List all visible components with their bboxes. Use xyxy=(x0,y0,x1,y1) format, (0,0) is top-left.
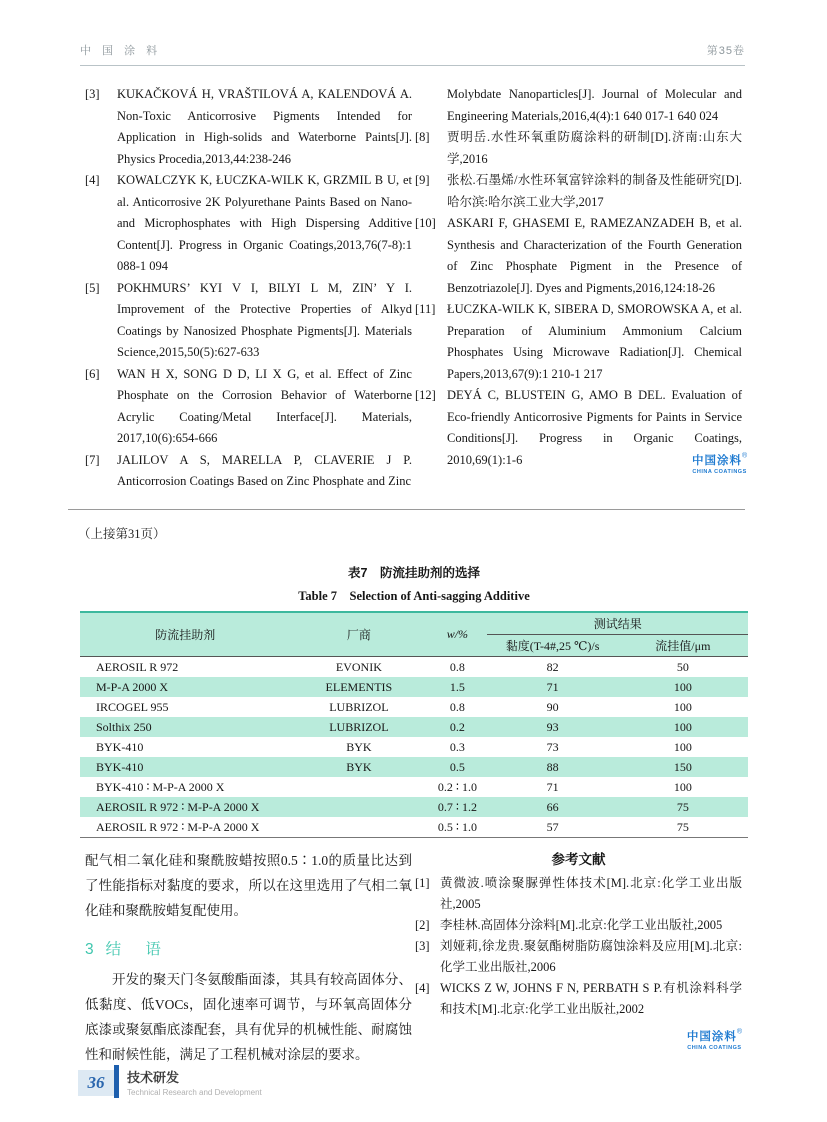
cell-viscosity: 57 xyxy=(546,819,559,834)
reference-text: 贾明岳.水性环氧重防腐涂料的研制[D].济南:山东大学,2016 xyxy=(447,130,742,166)
cell-sag: 75 xyxy=(676,819,689,834)
cell-viscosity: 82 xyxy=(546,659,559,674)
reference-item xyxy=(415,978,742,1020)
cell-additive: M-P-A 2000 X xyxy=(80,677,290,697)
footer-section-en: Technical Research and Development xyxy=(127,1088,262,1097)
reference-text: 李桂林.高固体分涂料[M].北京:化学工业出版社,2005 xyxy=(440,918,723,932)
section-divider xyxy=(68,509,745,510)
cell-vendor: ELEMENTIS xyxy=(290,677,427,697)
anti-sagging-additive-table xyxy=(80,611,748,838)
reference-number: [5] xyxy=(85,280,100,295)
cell-sag: 100 xyxy=(618,717,748,737)
references-top-section xyxy=(85,84,742,493)
reference-item xyxy=(85,450,412,493)
china-coatings-logo xyxy=(692,452,747,476)
column-header-sag-value: 流挂值/μm xyxy=(618,635,748,657)
reference-text: WAN H X, SONG D D, LI X G, et al. Effect of Zinc Phosphate on the Corrosion Behavior of Waterborne Acrylic Coating/Metal Interface[J]. Materials, 2017,10(6):654-666 xyxy=(117,366,412,445)
column-header-vendor: 厂商 xyxy=(290,612,427,657)
cell-sag: 100 xyxy=(618,677,748,697)
body-right-column xyxy=(415,848,742,1067)
reference-text: ŁUCZKA-WILK K, SIBERA D, SMOROWSKA A, et al. Preparation of Aluminium Ammonium Calcium Phosphates Using Microwave Radiation[J]. Chemical Papers,2013,67(9):1 210-1 217 xyxy=(447,302,742,381)
cell-additive: AEROSIL R 972 ∶ M-P-A 2000 X xyxy=(96,819,260,834)
reference-number: [7] xyxy=(85,452,100,467)
reference-number: [1] xyxy=(415,876,430,890)
table-title-en: Table 7 Selection of Anti-sagging Additive xyxy=(298,589,530,603)
logo-en-text: CHINA COATINGS xyxy=(687,1045,742,1051)
reference-text: JALILOV A S, MARELLA P, CLAVERIE J P. Anticorrosion Coatings Based on Zinc Phosphate and Zinc xyxy=(117,452,412,488)
reference-text: 黄微波.喷涂聚脲弹性体技术[M].北京:化学工业出版社,2005 xyxy=(440,876,742,911)
table-block xyxy=(80,563,748,838)
cell-additive: AEROSIL R 972 ∶ M-P-A 2000 X xyxy=(80,797,290,817)
reference-number: [3] xyxy=(415,939,430,953)
table-row xyxy=(80,657,748,678)
cell-additive: AEROSIL R 972 xyxy=(96,659,179,674)
registered-mark-icon: ® xyxy=(736,1028,742,1036)
cell-w: 0.8 xyxy=(449,659,465,674)
cell-w: 0.5 xyxy=(427,757,487,777)
footer-section-cn: 技术研发 xyxy=(127,1070,180,1085)
cell-vendor: BYK xyxy=(290,757,427,777)
reference-item xyxy=(415,299,742,385)
table-row xyxy=(80,817,748,838)
cell-w: 0.8 xyxy=(449,699,465,714)
china-coatings-logo xyxy=(687,1028,742,1052)
running-head xyxy=(80,42,745,66)
reference-continuation xyxy=(415,84,742,127)
reference-number: [12] xyxy=(415,388,436,402)
cell-vendor: BYK xyxy=(346,739,372,754)
column-header-w: w/% xyxy=(427,612,487,657)
references-right-column xyxy=(415,84,742,493)
reference-item xyxy=(415,915,742,936)
references-left-column xyxy=(85,84,412,493)
page-number: 36 xyxy=(78,1070,114,1096)
cell-vendor: LUBRIZOL xyxy=(290,717,427,737)
reference-text: Molybdate Nanoparticles[J]. Journal of Molecular and Engineering Materials,2016,4(4):1 640 017-1 640 024 xyxy=(447,87,742,123)
cell-vendor: EVONIK xyxy=(335,659,382,674)
cell-vendor xyxy=(290,817,427,838)
reference-number: [8] xyxy=(415,130,430,144)
reference-item xyxy=(85,364,412,450)
cell-w: 0.7 ∶ 1.2 xyxy=(427,797,487,817)
table-title-cn: 表7 防流挂助剂的选择 xyxy=(348,566,480,580)
section-number: 3 xyxy=(85,941,94,958)
logo-en-text: CHINA COATINGS xyxy=(692,469,747,475)
reference-item xyxy=(85,278,412,364)
reference-text: ASKARI F, GHASEMI E, RAMEZANZADEH B, et al. Synthesis and Characterization of the Fourth Generation of Zinc Phosphate Pigment in the Presence of Benzotriazole[J]. Dyes and Pigments,2016,124:18-26 xyxy=(447,216,742,295)
table-row xyxy=(80,717,748,737)
section-title: 结 语 xyxy=(105,941,171,958)
reference-number: [6] xyxy=(85,366,100,381)
continuation-note: （上接第31页） xyxy=(78,527,166,541)
reference-text: 刘娅莉,徐龙贵.聚氨酯树脂防腐蚀涂料及应用[M].北京:化学工业出版社,2006 xyxy=(440,939,742,974)
reference-item xyxy=(85,170,412,278)
reference-item xyxy=(415,127,742,170)
table-row xyxy=(80,737,748,757)
reference-item xyxy=(415,170,742,213)
logo-cn-text: 中国涂料 xyxy=(686,1031,737,1043)
conclusion-paragraph: 开发的聚天门冬氨酸酯面漆，其具有较高固体分、低黏度、低VOCs，固化速率可调节，与环氧高固体分底漆或聚氨酯底漆配套，具有优异的机械性能、耐腐蚀性和耐候性能，满足了工程机械对涂层的要求。 xyxy=(85,972,412,1062)
references-heading: 参考文献 xyxy=(551,852,606,867)
cell-w: 1.5 xyxy=(427,677,487,697)
reference-item xyxy=(415,213,742,299)
body-left-column xyxy=(85,848,412,1067)
cell-additive: Solthix 250 xyxy=(80,717,290,737)
cell-vendor xyxy=(290,797,427,817)
reference-text: KOWALCZYK K, ŁUCZKA-WILK K, GRZMIL B U, et al. Anticorrosive 2K Polyurethane Paints Based on Nano- and Microphosphates with High Dispersing Additive Content[J]. Progress in Organic Coatings,2013,76(7-8):1 088-1 094 xyxy=(117,173,412,273)
cell-sag: 100 xyxy=(673,779,692,794)
cell-vendor xyxy=(290,777,427,797)
reference-text: POKHMURS’ KYI V I, BILYI L M, ZIN’ Y I. Improvement of the Protective Properties of Alkyd Coatings by Nanosized Phosphate Pigments[J]. Materials Science,2015,50(5):627-633 xyxy=(117,280,412,359)
footer-bar xyxy=(114,1065,119,1098)
table-row xyxy=(80,697,748,717)
cell-sag: 100 xyxy=(673,739,692,754)
table-row xyxy=(80,797,748,817)
cell-w: 0.2 xyxy=(427,717,487,737)
cell-viscosity: 71 xyxy=(546,779,559,794)
cell-viscosity: 90 xyxy=(546,699,559,714)
registered-mark-icon: ® xyxy=(742,452,748,460)
reference-item xyxy=(415,936,742,978)
reference-item xyxy=(85,84,412,170)
cell-w: 0.3 xyxy=(449,739,465,754)
cell-additive: BYK-410 ∶ M-P-A 2000 X xyxy=(96,779,225,794)
cell-additive: IRCOGEL 955 xyxy=(96,699,169,714)
cell-additive: BYK-410 xyxy=(96,739,144,754)
cell-vendor: LUBRIZOL xyxy=(329,699,389,714)
body-section xyxy=(85,848,742,1067)
table-row xyxy=(80,777,748,797)
cell-w: 0.5 ∶ 1.0 xyxy=(437,819,477,834)
reference-number: [2] xyxy=(415,918,430,932)
logo-row xyxy=(415,1028,742,1054)
cell-additive: BYK-410 xyxy=(80,757,290,777)
reference-text: DEYÁ C, BLUSTEIN G, AMO B DEL. Evaluation of Eco-friendly Anticorrosive Pigments for Paints in Service Conditions[J]. Progress in Organic Coatings, 2010,69(1):1-6 xyxy=(447,388,742,467)
page-footer xyxy=(78,1064,262,1098)
cell-sag: 75 xyxy=(618,797,748,817)
section-heading xyxy=(85,937,412,959)
cell-viscosity: 93 xyxy=(487,717,617,737)
cell-viscosity: 66 xyxy=(487,797,617,817)
table-row xyxy=(80,677,748,697)
reference-text: KUKAČKOVÁ H, VRAŠTILOVÁ A, KALENDOVÁ A. Non-Toxic Anticorrosive Pigments Intended for Application in High-solids and Waterborne Paints[J]. Physics Procedia,2013,44:238-246 xyxy=(117,87,412,166)
reference-number: [3] xyxy=(85,87,100,101)
cell-viscosity: 71 xyxy=(487,677,617,697)
cell-w: 0.2 ∶ 1.0 xyxy=(437,779,477,794)
reference-number: [9] xyxy=(415,173,430,187)
body-paragraph: 配气相二氧化硅和聚酰胺蜡按照0.5∶1.0的质量比达到了性能指标对黏度的要求，所以在这里选用了气相二氧化硅和聚酰胺蜡复配使用。 xyxy=(85,853,412,918)
column-header-additive: 防流挂助剂 xyxy=(80,612,290,657)
logo-cn-text: 中国涂料 xyxy=(692,455,742,467)
reference-number: [4] xyxy=(415,981,430,995)
footer-labels xyxy=(127,1067,262,1097)
reference-item xyxy=(415,873,742,915)
cell-sag: 50 xyxy=(676,659,689,674)
cell-sag: 150 xyxy=(618,757,748,777)
cell-viscosity: 88 xyxy=(487,757,617,777)
journal-name: 中 国 涂 料 xyxy=(80,45,162,57)
reference-number: [11] xyxy=(415,302,436,316)
cell-viscosity: 73 xyxy=(546,739,559,754)
column-header-viscosity: 黏度(T-4#,25 ℃)/s xyxy=(487,635,617,657)
column-header-test-results: 测试结果 xyxy=(487,612,748,635)
reference-text: 张松.石墨烯/水性环氧富锌涂料的制备及性能研究[D].哈尔滨:哈尔滨工业大学,2017 xyxy=(447,173,742,209)
volume-label: 第35卷 xyxy=(706,45,745,57)
reference-number: [10] xyxy=(415,216,436,230)
reference-text: WICKS Z W, JOHNS F N, PERBATH S P.有机涂料科学和技术[M].北京:化学工业出版社,2002 xyxy=(440,981,742,1016)
reference-number: [4] xyxy=(85,173,100,187)
cell-sag: 100 xyxy=(673,699,692,714)
table-row xyxy=(80,757,748,777)
